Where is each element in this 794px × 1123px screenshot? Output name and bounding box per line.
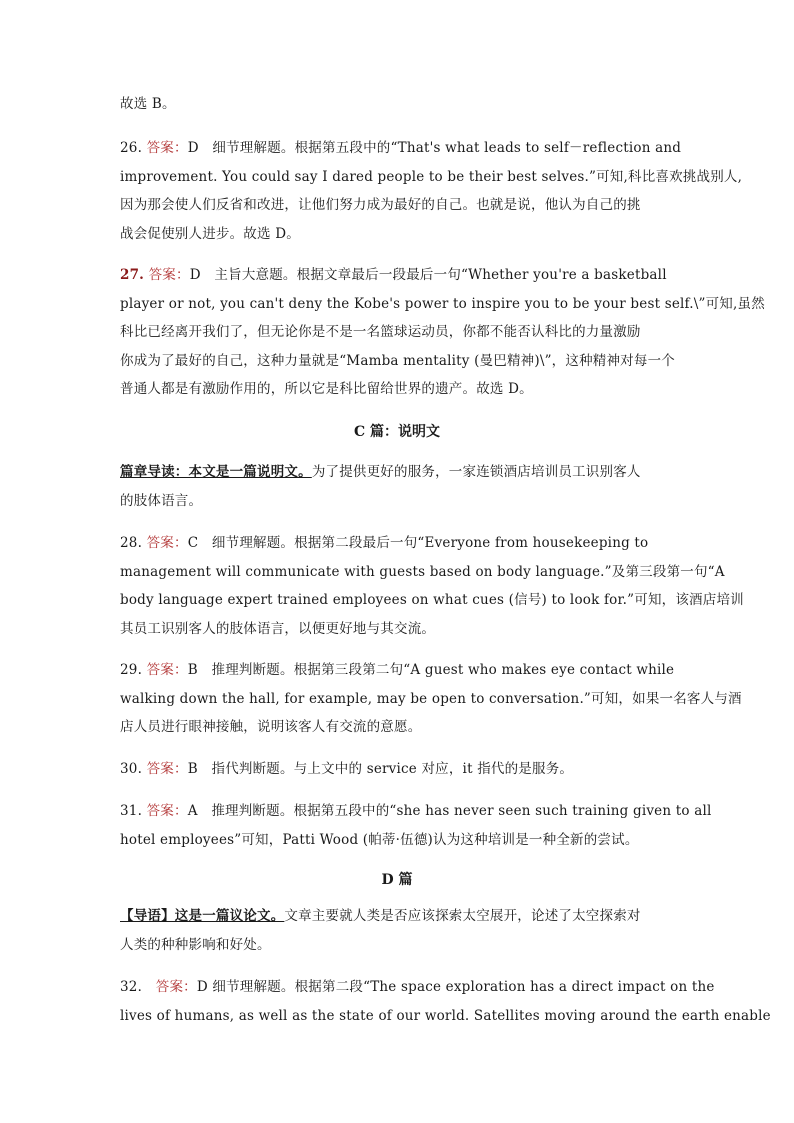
- question-number: 28.: [120, 535, 143, 551]
- text-line: 的肢体语言。: [120, 492, 203, 509]
- answer-label: 答案：: [146, 662, 188, 678]
- text-line: [120, 902, 676, 931]
- text-line: 人类的种种影响和好处。: [120, 936, 271, 953]
- text-line: [120, 797, 712, 826]
- answer-label: 答案：: [155, 979, 197, 995]
- answer-text: C 细节理解题。根据第二段最后一句“Everyone from housekeeping to: [187, 535, 649, 551]
- answer-26: [120, 134, 743, 248]
- section-c-lead: [120, 458, 676, 515]
- answer-text: D 细节理解题。根据第二段“The space exploration has a direct impact on the: [196, 979, 715, 995]
- text-line: [120, 656, 676, 685]
- text-line: [120, 458, 676, 487]
- section-heading-d: D 篇: [381, 872, 413, 888]
- text-line: [120, 134, 682, 163]
- text-line: improvement. You could say I dared people to be their best selves.”可知,科比喜欢挑战别人,: [120, 168, 743, 185]
- answer-28: [120, 529, 744, 643]
- text-line: 故选 B。: [120, 96, 176, 112]
- text-line: 你成为了最好的自己，这种力量就是“Mamba mentality (曼巴精神)\”，这种精神对每一个: [120, 352, 675, 369]
- text-line: [120, 755, 676, 784]
- text-line: 科比已经离开我们了，但无论你是不是一名篮球运动员，你都不能否认科比的力量激励: [120, 324, 641, 340]
- question-number: 31.: [120, 803, 143, 819]
- text-line: body language expert trained employees on what cues (信号) to look for.”可知，该酒店培训: [120, 592, 744, 608]
- question-number: 29.: [120, 662, 143, 678]
- answer-label: 答案：: [146, 761, 188, 777]
- section-heading-c: C 篇：说明文: [353, 424, 441, 440]
- paragraph-conclusion-25: [120, 90, 676, 119]
- text-line: 因为那会使人们反省和改进，让他们努力成为最好的自己。也就是说，他认为自己的挑: [120, 197, 641, 213]
- text-line: 其员工识别客人的肢体语言，以便更好地与其交流。: [120, 620, 436, 637]
- text-line: 店人员进行眼神接触，说明该客人有交流的意愿。: [120, 719, 422, 735]
- answer-text: B 推理判断题。根据第三段第二句“A guest who makes eye contact while: [187, 662, 675, 678]
- lead-text: 为了提供更好的服务，一家连锁酒店培训员工识别客人: [311, 464, 641, 480]
- question-number: 26.: [120, 140, 143, 156]
- lead-text: 文章主要就人类是否应该探索太空展开，论述了太空探索对: [284, 908, 641, 924]
- answer-label: 答案：: [146, 535, 188, 551]
- text-line: management will communicate with guests based on body language.”及第三段第一句“A: [120, 563, 725, 580]
- text-line: [120, 973, 715, 1002]
- answer-27: [120, 261, 765, 404]
- question-number: 27.: [120, 267, 145, 283]
- answer-30: [120, 755, 676, 784]
- answer-32: [120, 973, 771, 1030]
- question-number: 30.: [120, 761, 143, 777]
- answer-text: A 推理判断题。根据第五段中的“she has never seen such training given to all: [187, 803, 712, 819]
- question-number: 32．: [120, 979, 152, 995]
- text-line: 普通人都是有激励作用的，所以它是科比留给世界的遗产。故选 D。: [120, 381, 533, 397]
- answer-31: [120, 797, 712, 854]
- section-d-lead: [120, 902, 676, 959]
- answer-label: 答案：: [146, 803, 188, 819]
- answer-label: 答案：: [146, 140, 188, 156]
- text-line: hotel employees”可知，Patti Wood (帕蒂·伍德)认为这种培训是一种全新的尝试。: [120, 831, 639, 848]
- lead-label: 篇章导读：本文是一篇说明文。: [120, 464, 312, 480]
- text-line: 战会促使别人进步。故选 D。: [120, 225, 300, 242]
- answer-29: [120, 656, 742, 742]
- lead-label: 【导语】这是一篇议论文。: [120, 908, 285, 924]
- text-line: walking down the hall, for example, may be open to conversation.”可知，如果一名客人与酒: [120, 690, 742, 707]
- text-line: player or not, you can't deny the Kobe's power to inspire you to be your best self.\”可知,虽然: [120, 295, 765, 312]
- answer-label: 答案：: [148, 267, 190, 283]
- answer-text: D 主旨大意题。根据文章最后一段最后一句“Whether you're a basketball: [189, 267, 667, 283]
- text-line: lives of humans, as well as the state of our world. Satellites moving around the earth enable: [120, 1007, 771, 1024]
- answer-text: D 细节理解题。根据第五段中的“That's what leads to self－reflection and: [187, 140, 682, 156]
- text-line: [120, 529, 676, 558]
- answer-text: B 指代判断题。与上文中的 service 对应，it 指代的是服务。: [187, 761, 574, 777]
- text-line: [120, 261, 676, 290]
